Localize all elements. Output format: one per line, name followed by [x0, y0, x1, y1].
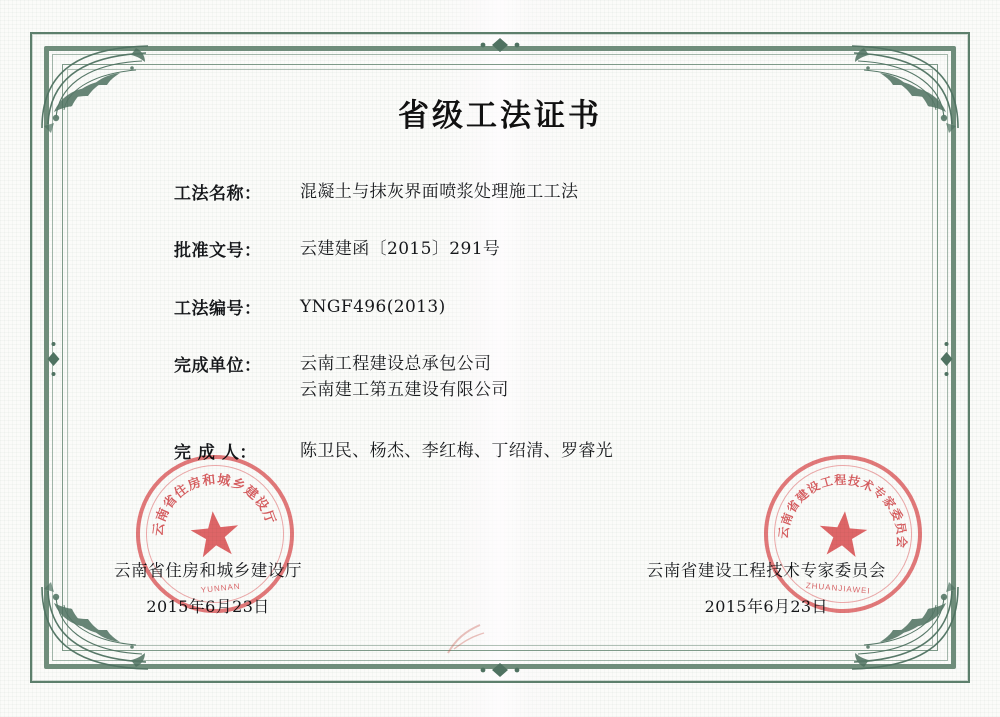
field-list: [90, 179, 910, 464]
certificate-content: [90, 72, 910, 637]
signature-organization: 云南省建设工程技术专家委员会: [646, 561, 886, 580]
signature-date: 2015年6月23日: [704, 597, 828, 616]
field-row-approval-number: [174, 236, 910, 262]
field-label: 批准文号：: [174, 241, 262, 262]
svg-text:云南省建设工程技术专家委员会: 云南省建设工程技术专家委员会: [776, 472, 909, 550]
field-value: 混凝土与抹灰界面喷浆处理施工工法: [300, 182, 579, 202]
field-row-method-code: [174, 294, 910, 320]
field-value-line-2: 云南建工第五建设有限公司: [300, 380, 509, 401]
field-label: 完 成 人：: [174, 442, 257, 463]
edge-ornament-icon: [934, 337, 955, 381]
handwriting-mark: [440, 619, 500, 659]
field-row-name: [174, 179, 910, 205]
field-value: YNGF496(2013): [300, 296, 446, 317]
field-row-organizations: [174, 351, 910, 404]
field-value-group: [300, 351, 509, 404]
page-title: 省级工法证书: [398, 98, 602, 134]
signature-date: 2015年6月23日: [146, 597, 270, 616]
field-label: 工法名称：: [174, 184, 262, 204]
field-value: 云建建函〔2015〕291号: [300, 239, 501, 260]
signature-right: [647, 557, 886, 617]
seal-bottom-text: ZHUANJIAWEI: [805, 580, 871, 596]
edge-ornament-icon: [473, 36, 527, 59]
field-label: 工法编号：: [174, 298, 262, 319]
edge-ornament-icon: [46, 337, 67, 381]
signature-organization: 云南省住房和城乡建设厅: [114, 561, 303, 580]
edge-ornament-icon: [473, 656, 527, 679]
svg-text:云南省住房和城乡建设厅: 云南省住房和城乡建设厅: [150, 472, 278, 538]
field-value: 陈卫民、杨杰、李红梅、丁绍清、罗睿光: [300, 440, 614, 461]
seal-bottom-text: YUNNAN: [200, 581, 241, 595]
signature-left: [114, 557, 302, 617]
field-value-line-1: 云南工程建设总承包公司: [300, 354, 492, 375]
signature-block: [90, 557, 910, 617]
field-row-persons: [174, 438, 910, 464]
field-label: 完成单位：: [174, 356, 262, 377]
